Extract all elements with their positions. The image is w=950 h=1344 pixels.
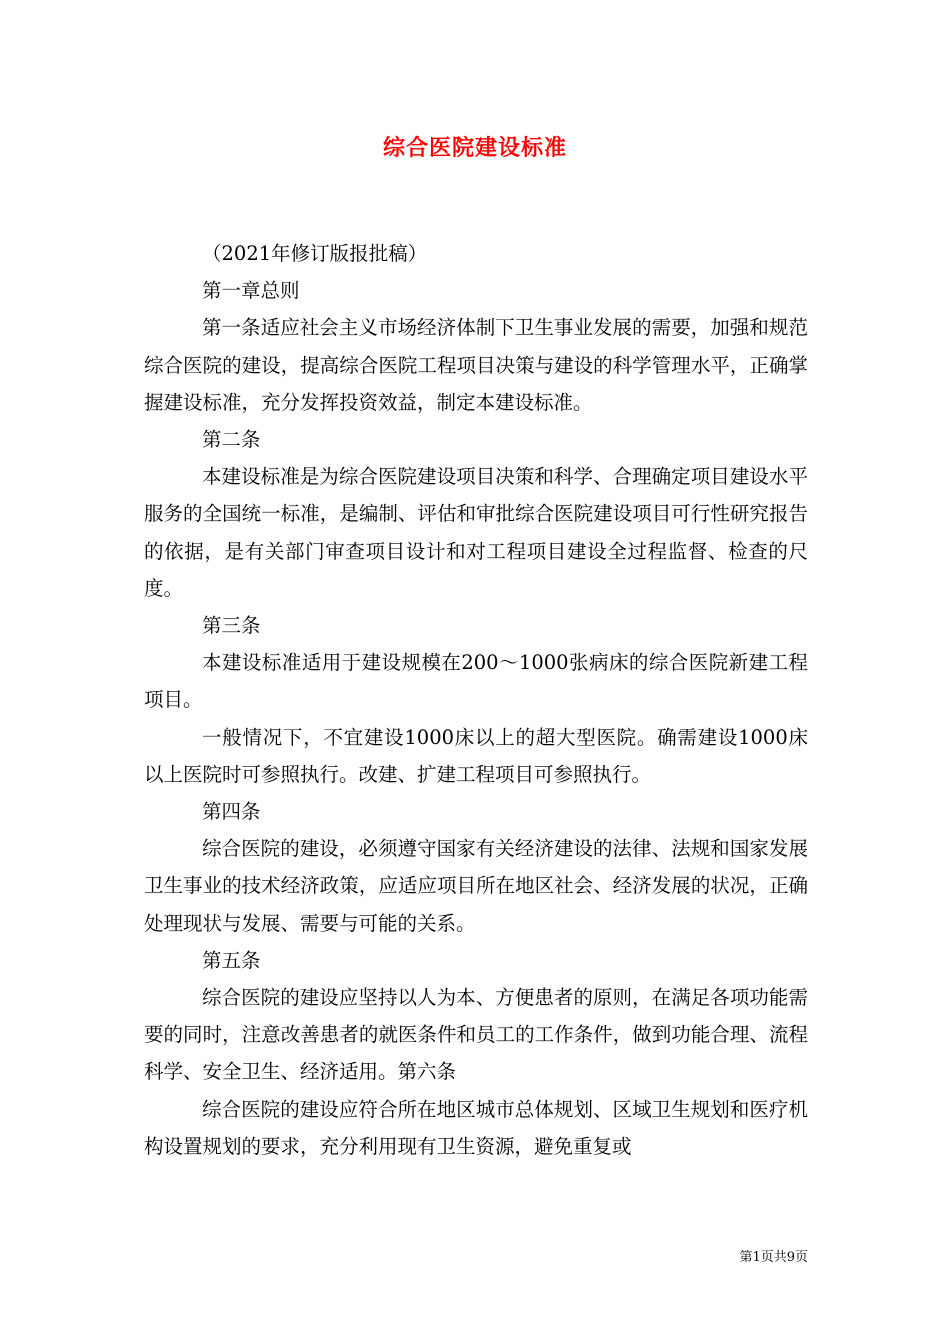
article-1-paragraph: 第一条适应社会主义市场经济体制下卫生事业发展的需要，加强和规范综合医院的建设，提高综合医院工程项目决策与建设的科学管理水平，正确掌握建设标准，充分发挥投资效益，制定本建设标准。 — [144, 316, 808, 414]
page-number-footer: 第1页共9页 — [739, 1250, 808, 1265]
article-2-paragraph: 本建设标准是为综合医院建设项目决策和科学、合理确定项目建设水平服务的全国统一标准，是编制、评估和审批综合医院建设项目可行性研究报告的依据，是有关部门审查项目设计和对工程项目建设全过程监督、检查的尺度。 — [144, 465, 808, 600]
article-3-heading: 第三条 — [202, 614, 261, 638]
document-body — [144, 235, 808, 1165]
article-5-paragraph: 综合医院的建设应坚持以人为本、方便患者的原则，在满足各项功能需要的同时，注意改善患者的就医条件和员工的工作条件，做到功能合理、流程科学、安全卫生、经济适用。第六条 — [144, 986, 808, 1084]
chapter-heading: 第一章总则 — [202, 279, 300, 303]
subtitle-paragraph: （2021年修订版报批稿） — [202, 242, 428, 265]
article-3-paragraph: 本建设标准适用于建设规模在200～1000张病床的综合医院新建工程项目。 — [144, 651, 808, 712]
article-4-heading: 第四条 — [202, 800, 261, 824]
article-6-paragraph: 综合医院的建设应符合所在地区城市总体规划、区域卫生规划和医疗机构设置规划的要求，充分利用现有卫生资源，避免重复或 — [144, 1097, 808, 1158]
article-5-heading: 第五条 — [202, 948, 261, 972]
article-4-paragraph: 综合医院的建设，必须遵守国家有关经济建设的法律、法规和国家发展卫生事业的技术经济政策，应适应项目所在地区社会、经济发展的状况，正确处理现状与发展、需要与可能的关系。 — [144, 837, 808, 935]
article-2-heading: 第二条 — [202, 428, 261, 452]
document-title: 综合医院建设标准 — [382, 135, 567, 161]
article-3-paragraph-2: 一般情况下，不宜建设1000床以上的超大型医院。确需建设1000床以上医院时可参照执行。改建、扩建工程项目可参照执行。 — [144, 725, 808, 786]
